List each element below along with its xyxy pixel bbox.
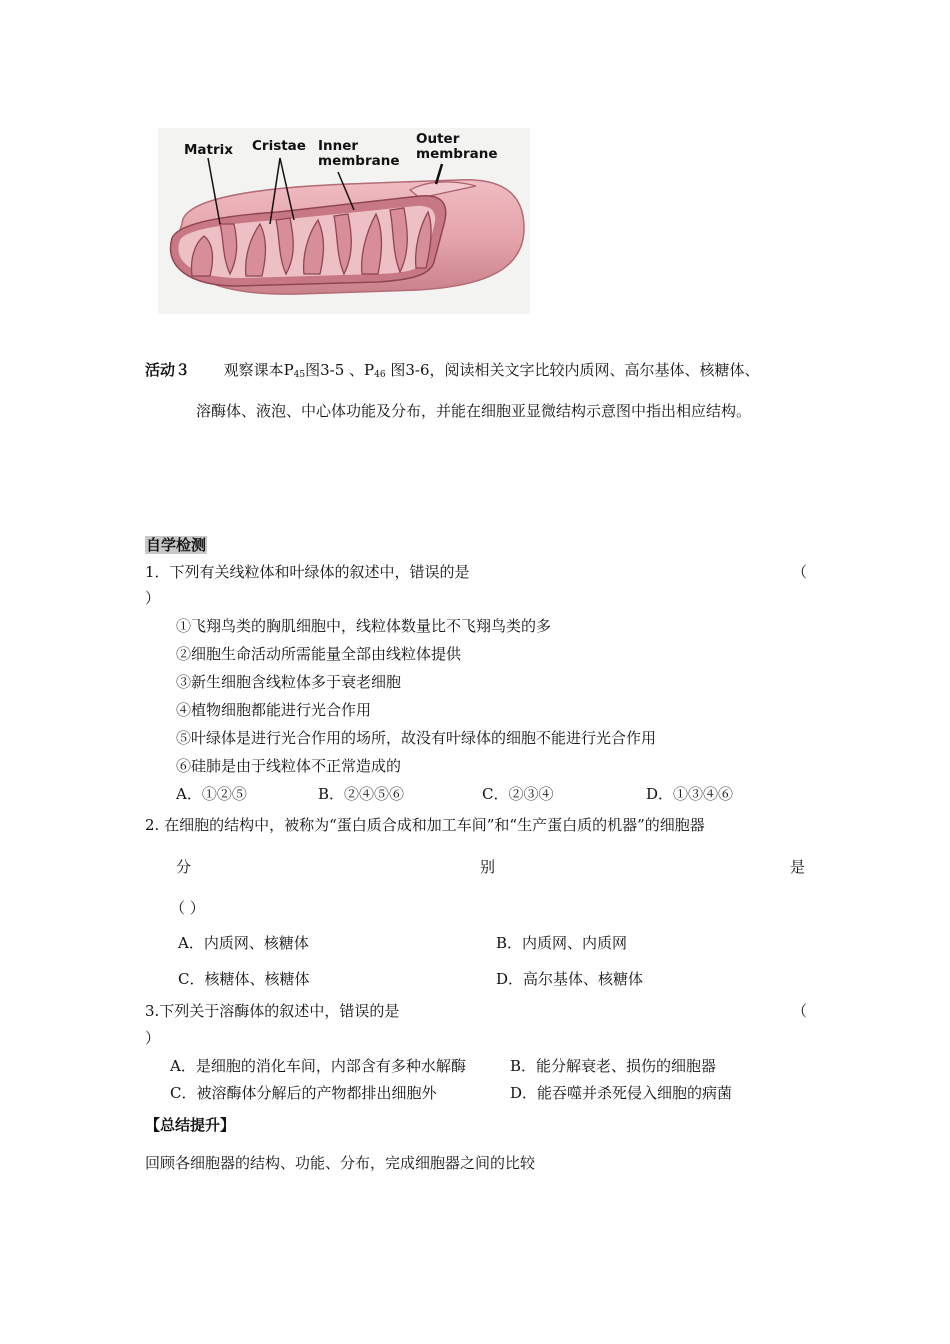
q1-item-6: ⑥硅肺是由于线粒体不正常造成的 [176,757,402,775]
q1-item-5: ⑤叶绿体是进行光合作用的场所，故没有叶绿体的细胞不能进行光合作用 [176,729,657,747]
self-test-title: 自学检测 [146,536,207,554]
q1-option-b: B．②④⑤⑥ [318,785,405,803]
mitochondrion-diagram [158,128,530,314]
q2-option-b: B．内质网、内质网 [496,934,628,952]
matrix-label: Matrix [184,142,233,158]
q2-word-3: 是 [790,858,806,876]
q1-item-4: ④植物细胞都能进行光合作用 [176,701,372,719]
summary-title: 【总结提升】 [145,1116,236,1134]
q1-item-3: ③新生细胞含线粒体多于衰老细胞 [176,673,402,691]
activity3-page-46: 46 [374,370,386,380]
q3-option-c: C．被溶酶体分解后的产物都排出细胞外 [170,1084,437,1102]
q3-paren-close: ） [145,1029,161,1047]
q2-option-a: A．内质网、核糖体 [178,934,309,952]
q1-item-1: ①飞翔鸟类的胸肌细胞中，线粒体数量比不飞翔鸟类的多 [176,617,552,635]
q1-stem: 1．下列有关线粒体和叶绿体的叙述中，错误的是 [145,563,470,581]
q3-paren-open: （ [792,1002,808,1020]
q3-option-a: A．是细胞的消化车间，内部含有多种水解酶 [170,1057,466,1075]
q3-option-d: D．能吞噬并杀死侵入细胞的病菌 [510,1084,733,1102]
q2-paren: （ ） [170,899,205,917]
mitochondrion-figure [158,128,530,314]
outer-membrane-label-line2: membrane [416,146,498,162]
inner-membrane-label-line2: membrane [318,153,400,169]
q2-word-2: 别 [480,858,496,876]
inner-membrane-label-line1: Inner [318,138,359,154]
activity3-line2: 溶酶体、液泡、中心体功能及分布，并能在细胞亚显微结构示意图中指出相应结构。 [196,402,752,420]
summary-text: 回顾各细胞器的结构、功能、分布，完成细胞器之间的比较 [145,1154,536,1172]
q2-option-c: C．核糖体、核糖体 [178,970,310,988]
q1-option-d: D．①③④⑥ [646,785,734,803]
cristae-label: Cristae [252,138,306,154]
q2-stem: 2. 在细胞的结构中，被称为“蛋白质合成和加工车间”和“生产蛋白质的机器”的细胞器 [145,816,705,834]
outer-membrane-label-line1: Outer [416,131,460,147]
activity3-label: 活动３ [145,361,191,379]
q1-item-2: ②细胞生命活动所需能量全部由线粒体提供 [176,645,462,663]
activity3-text-a: 观察课本P [223,361,294,379]
q3-option-b: B．能分解衰老、损伤的细胞器 [510,1057,717,1075]
q1-option-c: C．②③④ [482,785,554,803]
activity3-line1 [145,360,760,385]
q1-option-a: A．①②⑤ [176,785,247,803]
q3-stem: 3.下列关于溶酶体的叙述中，错误的是 [145,1002,400,1020]
q1-paren-open: （ [792,563,808,581]
activity3-page-45: 45 [293,370,306,380]
q1-paren-close: ） [145,589,161,607]
activity3-text-c: 图3-6，阅读相关文字比较内质网、高尔基体、核糖体、 [385,361,760,379]
q2-word-1: 分 [176,858,192,876]
q2-option-d: D．高尔基体、核糖体 [496,970,644,988]
activity3-text-b: 图3-5 、P [305,361,375,379]
